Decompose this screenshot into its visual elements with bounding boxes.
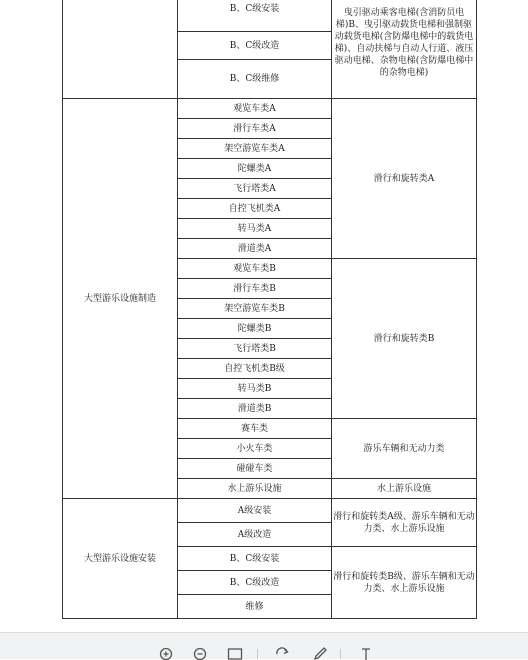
table-cell-item: 水上游乐设施 <box>178 479 332 499</box>
table-cell-item: B、C级改造 <box>178 571 332 595</box>
category-cell-continued <box>63 0 178 99</box>
table-cell-item: 观览车类B <box>178 259 332 279</box>
table-cell-scope: 水上游乐设施 <box>332 479 477 499</box>
table-cell-item: 小火车类 <box>178 439 332 459</box>
table-cell-item: 滑行车类B <box>178 279 332 299</box>
zoom-out-icon[interactable] <box>192 646 208 660</box>
table-cell-scope: 滑行和旋转类B <box>332 259 477 419</box>
table-cell-item: B、C级改造 <box>178 32 332 60</box>
table-cell-item: 陀螺类B <box>178 319 332 339</box>
text-select-icon[interactable] <box>358 646 374 660</box>
table-cell-item: A级安装 <box>178 499 332 523</box>
table-cell-scope: 滑行和旋转类A级、游乐车辆和无动力类、水上游乐设施 <box>332 499 477 547</box>
toolbar-divider <box>257 649 258 659</box>
table-cell-item: B、C级维修 <box>178 60 332 99</box>
fit-page-icon[interactable] <box>227 646 243 660</box>
table-cell-item: 赛车类 <box>178 419 332 439</box>
table-cell-item: 陀螺类A <box>178 159 332 179</box>
table-cell-item: B、C级安装 <box>178 547 332 571</box>
table-cell-item: B、C级安装 <box>178 0 332 32</box>
table-cell-item: 架空游览车类A <box>178 139 332 159</box>
rotate-icon[interactable] <box>274 646 290 660</box>
table-cell-scope: 游乐车辆和无动力类 <box>332 419 477 479</box>
equipment-scope-table <box>62 0 477 619</box>
zoom-in-icon[interactable] <box>158 646 174 660</box>
table-cell-scope: 滑行和旋转类A <box>332 99 477 259</box>
table-cell-scope: 滑行和旋转类B级、游乐车辆和无动力类、水上游乐设施 <box>332 547 477 619</box>
category-cell: 大型游乐设施安装 <box>63 499 178 619</box>
annotate-pen-icon[interactable] <box>312 646 328 660</box>
viewer-toolbar <box>0 632 528 659</box>
table-cell-item: 滑行车类A <box>178 119 332 139</box>
table-cell-item: 转马类A <box>178 219 332 239</box>
table-cell-item: 飞行塔类A <box>178 179 332 199</box>
table-cell-item: 转马类B <box>178 379 332 399</box>
table-cell-item: A级改造 <box>178 523 332 547</box>
category-cell: 大型游乐设施制造 <box>63 99 178 499</box>
table-cell-item: 自控飞机类A <box>178 199 332 219</box>
table-cell-item: 滑道类B <box>178 399 332 419</box>
table-cell-item: 架空游览车类B <box>178 299 332 319</box>
table-cell-item: 自控飞机类B级 <box>178 359 332 379</box>
table-cell-item: 碰碰车类 <box>178 459 332 479</box>
table-cell-item: 观览车类A <box>178 99 332 119</box>
table-cell-item: 滑道类A <box>178 239 332 259</box>
table-cell-item: 维修 <box>178 595 332 619</box>
toolbar-divider <box>340 649 341 659</box>
table-cell-scope: 曳引驱动乘客电梯(含消防员电梯)B、曳引驱动载货电梯和强制驱动载货电梯(含防爆电梯中的载货电梯)、自动扶梯与自动人行道、液压驱动电梯、杂物电梯(含防爆电梯中的杂物电梯) <box>332 0 477 99</box>
table-cell-item: 飞行塔类B <box>178 339 332 359</box>
